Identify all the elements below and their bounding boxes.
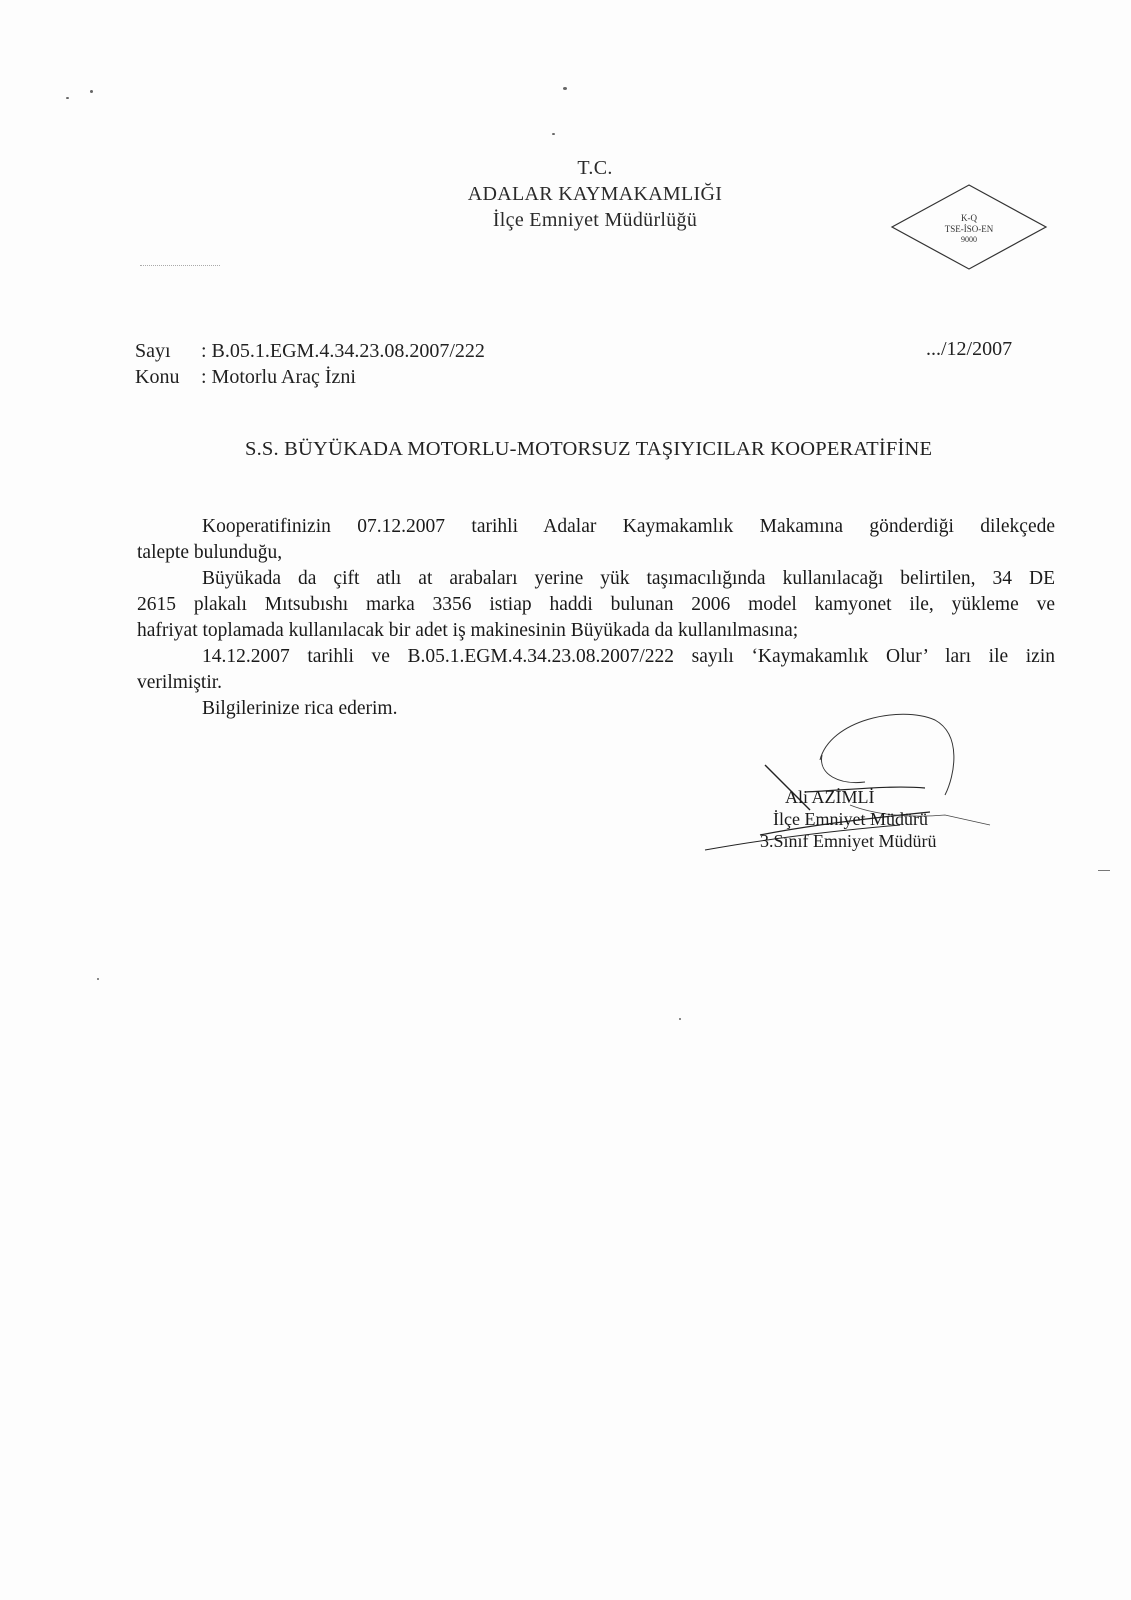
letterhead-country: T.C. xyxy=(577,157,613,179)
scan-mark xyxy=(140,265,220,267)
scan-speck xyxy=(66,97,69,99)
letter-body xyxy=(137,514,1055,722)
body-line: Kooperatifinizin 07.12.2007 tarihli Adalar Kaymakamlık Makamına gönderdiği dilekçede xyxy=(202,516,1055,537)
body-line: Büyükada da çift atlı at arabaları yerine yük taşımacılığında kullanılacağı belirtilen, 34 DE xyxy=(202,568,1055,589)
subject-value: : Motorlu Araç İzni xyxy=(201,366,356,388)
addressee: S.S. BÜYÜKADA MOTORLU-MOTORSUZ TAŞIYICILAR KOOPERATİFİNE xyxy=(245,438,933,460)
body-line: talepte bulunduğu, xyxy=(137,542,283,563)
body-line: hafriyat toplamada kullanılacak bir adet iş makinesinin Büyükada da kullanılmasına; xyxy=(137,620,799,641)
signatory-name: Ali AZİMLİ xyxy=(785,787,875,807)
stamp-text-1: K-Q xyxy=(961,213,977,223)
body-line: verilmiştir. xyxy=(137,672,223,693)
closing-line: Bilgilerinize rica ederim. xyxy=(202,698,398,719)
letterhead-department: İlçe Emniyet Müdürlüğü xyxy=(492,209,698,231)
reference-number-value: : B.05.1.EGM.4.34.23.08.2007/222 xyxy=(201,340,485,362)
subject-label: Konu xyxy=(135,366,180,388)
letterhead-office: ADALAR KAYMAKAMLIĞI xyxy=(467,183,723,205)
letter-date: .../12/2007 xyxy=(926,338,1013,360)
scan-speck xyxy=(679,1018,681,1020)
scan-speck xyxy=(563,87,567,90)
stamp-text-2: TSE-İSO-EN xyxy=(944,224,994,234)
scan-speck xyxy=(97,978,99,980)
scan-speck xyxy=(552,133,555,135)
reference-number-label: Sayı xyxy=(135,340,171,362)
body-line: 14.12.2007 tarihli ve B.05.1.EGM.4.34.23.08.2007/222 sayılı ‘Kaymakamlık Olur’ ları ile izin xyxy=(202,646,1055,667)
signatory-rank: 3.Sınıf Emniyet Müdürü xyxy=(760,831,937,851)
scan-mark xyxy=(1098,870,1110,871)
scan-speck xyxy=(90,90,93,93)
signatory-title: İlçe Emniyet Müdürü xyxy=(773,809,928,829)
stamp-text-3: 9000 xyxy=(961,235,977,244)
signature-block xyxy=(760,786,937,852)
body-line: 2615 plakalı Mıtsubıshı marka 3356 istiap haddi bulunan 2006 model kamyonet ile, yükleme ve xyxy=(137,594,1055,615)
quality-stamp xyxy=(888,183,1050,271)
